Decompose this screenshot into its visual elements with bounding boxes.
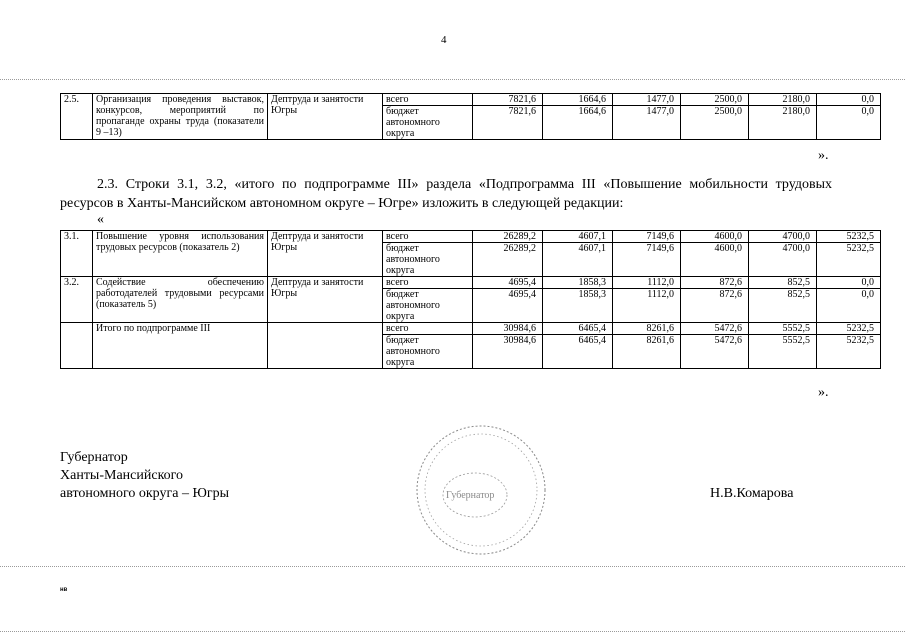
amount-cell: 30984,6: [473, 323, 543, 335]
amount-cell: 872,6: [681, 289, 749, 323]
amount-cell: 5552,5: [749, 323, 817, 335]
position-line: автономного округа – Югры: [60, 486, 229, 501]
amount-cell: 4607,1: [543, 231, 613, 243]
executor-cell: [268, 323, 383, 369]
executor-cell: Дептруда и занятости Югры: [268, 277, 383, 323]
table-row: [61, 94, 881, 106]
amount-cell: 1664,6: [543, 94, 613, 106]
amount-cell: 1477,0: [613, 94, 681, 106]
amount-cell: 7149,6: [613, 243, 681, 277]
amount-cell: 1112,0: [613, 277, 681, 289]
closing-quote-1: ».: [818, 148, 829, 163]
funding-source-cell: бюджет автономного округа: [383, 243, 473, 277]
page-number: 4: [441, 34, 447, 46]
amount-cell: 4695,4: [473, 289, 543, 323]
table-row: [61, 231, 881, 243]
funding-source-cell: всего: [383, 231, 473, 243]
signatory-position: [60, 449, 229, 503]
amount-cell: 5232,5: [817, 335, 881, 369]
table-row: [61, 323, 881, 335]
amount-cell: 1112,0: [613, 289, 681, 323]
amount-cell: 2500,0: [681, 94, 749, 106]
amount-cell: 0,0: [817, 289, 881, 323]
official-stamp: [413, 418, 549, 558]
amount-cell: 4607,1: [543, 243, 613, 277]
funding-source-cell: всего: [383, 323, 473, 335]
amount-cell: 1664,6: [543, 106, 613, 140]
row-number-cell: 2.5.: [61, 94, 93, 140]
closing-quote-2: ».: [818, 385, 829, 400]
executor-cell: Дептруда и занятости Югры: [268, 94, 383, 140]
funding-source-cell: бюджет автономного округа: [383, 335, 473, 369]
amount-cell: 6465,4: [543, 323, 613, 335]
row-number-cell: [61, 323, 93, 369]
amount-cell: 26289,2: [473, 243, 543, 277]
row-name-cell: Повышение уровня использования трудовых ресурсов (показатель 2): [93, 231, 268, 277]
scan-edge-rule-middle: [0, 566, 905, 567]
table-row: [61, 277, 881, 289]
amount-cell: 5232,5: [817, 231, 881, 243]
amount-cell: 5472,6: [681, 335, 749, 369]
funding-source-cell: бюджет автономного округа: [383, 289, 473, 323]
amendment-paragraph: 2.3. Строки 3.1, 3.2, «итого по подпрограмме III» раздела «Подпрограмма III «Повышение мобильности трудовых ресурсов в Ханты-Мансийском автономном округе – Югре» изложить в следующей редакции:: [60, 177, 832, 211]
amount-cell: 872,6: [681, 277, 749, 289]
amount-cell: 7149,6: [613, 231, 681, 243]
amount-cell: 0,0: [817, 94, 881, 106]
amount-cell: 852,5: [749, 277, 817, 289]
amount-cell: 2180,0: [749, 94, 817, 106]
position-line: Ханты-Мансийского: [60, 468, 184, 483]
amount-cell: 8261,6: [613, 335, 681, 369]
amount-cell: 4695,4: [473, 277, 543, 289]
row-name-cell: Содействие обеспечению работодателей трудовыми ресурсами (показатель 5): [93, 277, 268, 323]
amount-cell: 6465,4: [543, 335, 613, 369]
amount-cell: 30984,6: [473, 335, 543, 369]
funding-source-cell: всего: [383, 94, 473, 106]
signatory-name: Н.В.Комарова: [710, 486, 794, 501]
amount-cell: 2180,0: [749, 106, 817, 140]
amount-cell: 852,5: [749, 289, 817, 323]
amount-cell: 5232,5: [817, 323, 881, 335]
amount-cell: 4700,0: [749, 231, 817, 243]
scan-edge-rule-bottom: [0, 631, 905, 632]
opening-quote: «: [97, 212, 104, 227]
funding-source-cell: всего: [383, 277, 473, 289]
row-number-cell: 3.1.: [61, 231, 93, 277]
amount-cell: 1858,3: [543, 289, 613, 323]
amount-cell: 4600,0: [681, 243, 749, 277]
stamp-text: Губернатор: [446, 490, 495, 501]
position-line: Губернатор: [60, 450, 128, 465]
amount-cell: 8261,6: [613, 323, 681, 335]
table-top: [60, 93, 881, 140]
row-name-cell: Организация проведения выставок, конкурсов, мероприятий по пропаганде охраны труда (показатели 9 –13): [93, 94, 268, 140]
amount-cell: 26289,2: [473, 231, 543, 243]
amount-cell: 1858,3: [543, 277, 613, 289]
amount-cell: 5472,6: [681, 323, 749, 335]
amount-cell: 0,0: [817, 277, 881, 289]
scan-edge-rule-top: [0, 79, 905, 80]
amount-cell: 7821,6: [473, 106, 543, 140]
amount-cell: 5552,5: [749, 335, 817, 369]
row-number-cell: 3.2.: [61, 277, 93, 323]
amount-cell: 7821,6: [473, 94, 543, 106]
executor-cell: Дептруда и занятости Югры: [268, 231, 383, 277]
footer-initials: нв: [60, 587, 68, 593]
amount-cell: 5232,5: [817, 243, 881, 277]
table-main: [60, 230, 881, 369]
amount-cell: 2500,0: [681, 106, 749, 140]
row-name-cell: Итого по подпрограмме III: [93, 323, 268, 369]
amount-cell: 1477,0: [613, 106, 681, 140]
amount-cell: 4700,0: [749, 243, 817, 277]
amount-cell: 0,0: [817, 106, 881, 140]
funding-source-cell: бюджет автономного округа: [383, 106, 473, 140]
amount-cell: 4600,0: [681, 231, 749, 243]
